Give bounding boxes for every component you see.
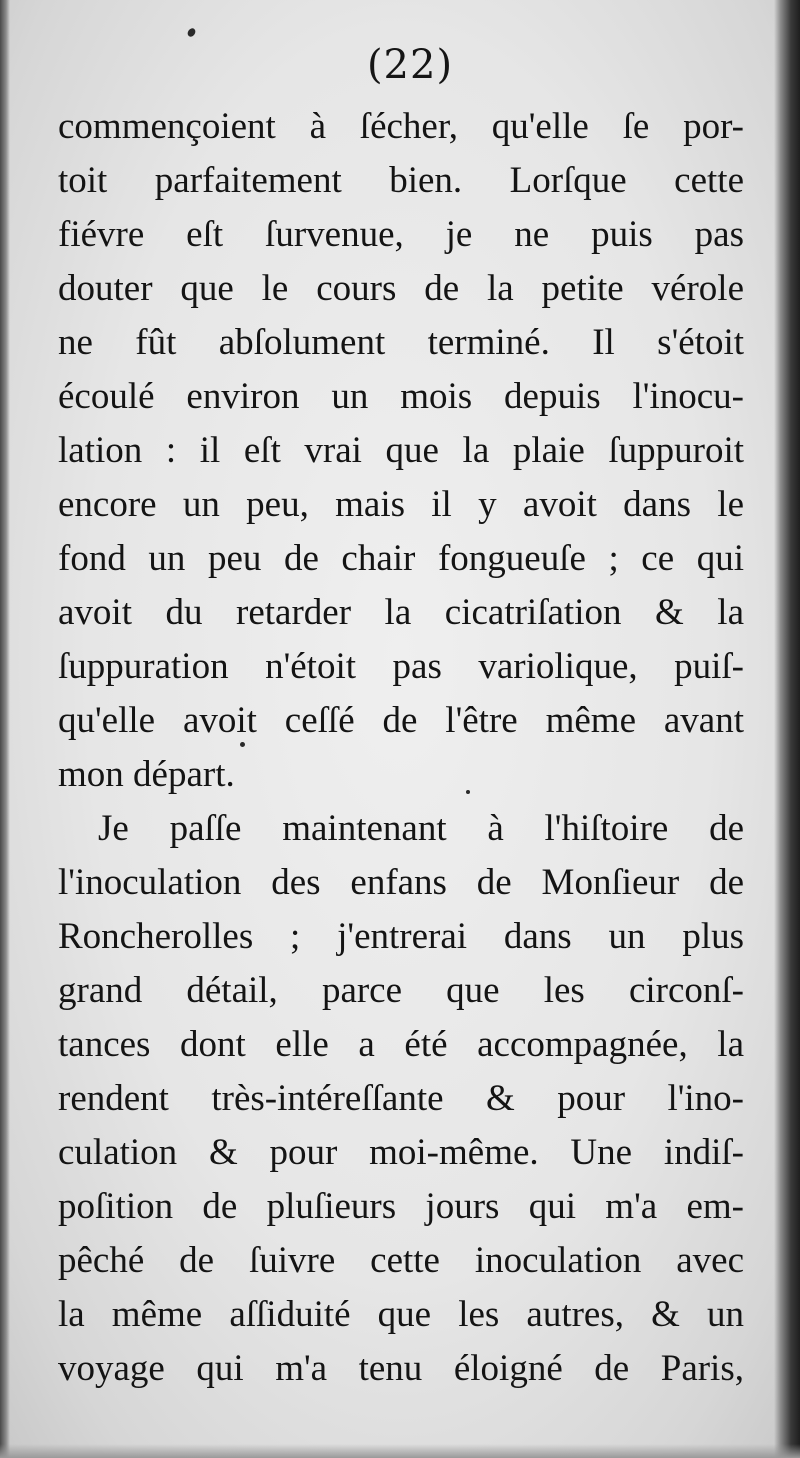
text-line: l'inoculation des enfans de Monſieur de — [58, 862, 744, 903]
ink-speck — [240, 742, 245, 747]
text-line: commençoient à ſécher, qu'elle ſe por- — [58, 106, 744, 147]
text-line: voyage qui m'a tenu éloigné de Paris, — [58, 1348, 744, 1389]
text-line: fond un peu de chair fongueuſe ; ce qui — [58, 538, 744, 579]
page-edge-shadow — [774, 0, 800, 1458]
body-text — [58, 100, 744, 1396]
page-bottom-edge — [0, 1444, 800, 1458]
text-line: ſuppuration n'étoit pas variolique, puiſ- — [58, 646, 744, 687]
page-number: (22) — [366, 42, 454, 88]
text-line: toit parfaitement bien. Lorſque cette — [58, 160, 744, 201]
text-line: lation : il eſt vrai que la plaie ſuppuroit — [58, 430, 744, 471]
text-line: culation & pour moi-même. Une indiſ- — [58, 1132, 744, 1173]
text-line: qu'elle avoit ceſſé de l'être même avant — [58, 700, 744, 741]
text-line: grand détail, parce que les circonſ- — [58, 970, 744, 1011]
text-line: poſition de pluſieurs jours qui m'a em- — [58, 1186, 744, 1227]
text-line: avoit du retarder la cicatriſation & la — [58, 592, 744, 633]
text-line: Roncherolles ; j'entrerai dans un plus — [58, 916, 744, 957]
text-line: douter que le cours de la petite vérole — [58, 268, 744, 309]
ink-speck — [186, 27, 197, 38]
paragraph-start-line: Je paſſe maintenant à l'hiſtoire de — [98, 808, 744, 849]
text-line: fiévre eſt ſurvenue, je ne puis pas — [58, 214, 744, 255]
binding-shadow — [0, 0, 10, 1458]
text-line: ne fût abſolument terminé. Il s'étoit — [58, 322, 744, 363]
text-line: encore un peu, mais il y avoit dans le — [58, 484, 744, 525]
text-line: rendent très-intéreſſante & pour l'ino- — [58, 1078, 744, 1119]
ink-speck — [466, 790, 470, 794]
text-line: écoulé environ un mois depuis l'inocu- — [58, 376, 744, 417]
text-line: tances dont elle a été accompagnée, la — [58, 1024, 744, 1065]
paragraph-end-line: mon départ. — [58, 754, 235, 795]
text-line: pêché de ſuivre cette inoculation avec — [58, 1240, 744, 1281]
text-line: la même aſſiduité que les autres, & un — [58, 1294, 744, 1335]
